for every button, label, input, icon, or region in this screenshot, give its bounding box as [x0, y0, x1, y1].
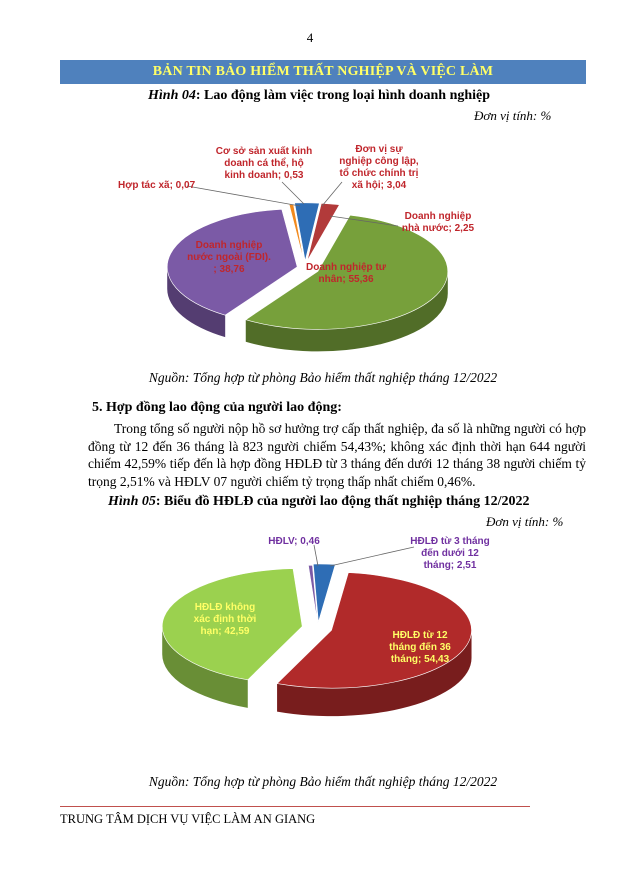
page-number: 4 [306, 30, 314, 45]
figure-5-source: Nguồn: Tổng hợp từ phòng Bảo hiểm thất nghiệp tháng 12/2022 [148, 774, 498, 789]
label-term-contract: HĐLĐ từ 12 tháng đến 36 tháng; 54,43 [389, 630, 451, 665]
figure-4-unit: Đơn vị tính: % [474, 108, 552, 123]
label-short-contract: HĐLĐ từ 3 tháng đến dưới 12 tháng; 2,51 [410, 536, 490, 571]
label-cooperative: Hợp tác xã; 0,07 [118, 180, 196, 191]
figure-5-prefix: Hình 05 [108, 494, 156, 509]
figure-4-source: Nguồn: Tổng hợp từ phòng Bảo hiểm thất nghiệp tháng 12/2022 [148, 370, 498, 385]
label-state: Doanh nghiệp nhà nước; 2,25 [401, 211, 475, 234]
bulletin-banner: BẢN TIN BẢO HIỂM THẤT NGHIỆP VÀ VIỆC LÀM [60, 60, 586, 84]
figure-4-title-text: : Lao động làm việc trong loại hình doanh nghiệp [195, 88, 491, 103]
leader-line-household [282, 182, 304, 204]
label-public: Đơn vị sự nghiệp công lập, tổ chức chính trị xã hội; 3,04 [339, 144, 419, 191]
footer-divider [60, 806, 530, 807]
label-private: Doanh nghiệp tư nhân; 55,36 [306, 262, 387, 285]
label-hdlv: HĐLV; 0,46 [268, 536, 320, 547]
leader-line-short [330, 547, 414, 566]
figure-5-unit: Đơn vị tính: % [486, 514, 564, 529]
label-indefinite-contract: HĐLĐ không xác định thời hạn; 42,59 [193, 602, 257, 637]
figure-5-title [108, 494, 529, 510]
leader-line-hdlv [314, 545, 318, 566]
section-5-heading: 5. Hợp đồng lao động của người lao động: [92, 400, 342, 415]
section-5-paragraph: Trong tổng số người nộp hồ sơ hưởng trợ cấp thất nghiệp, đa số là những người có hợp đồng từ 12 đến 36 tháng là 823 người chiếm 54,43%; không xác định thời hạn 644 người chiếm 42,59% tiếp đến là hợp đồng HĐLĐ từ 3 tháng đến dưới 12 tháng 38 người chiếm tỷ trọng 2,51% và HĐLV 07 người chiếm tỷ trọng thấp nhất chiếm 0,46%. [88, 421, 586, 489]
figure-5-title-text: : Biểu đồ HĐLĐ của người lao động thất nghiệp tháng 12/2022 [155, 494, 530, 509]
footer-org: TRUNG TÂM DỊCH VỤ VIỆC LÀM AN GIANG [60, 812, 316, 826]
label-household: Cơ sở sản xuất kinh doanh cá thể, hộ kinh doanh; 0,53 [215, 146, 313, 181]
figure-4-prefix: Hình 04 [148, 88, 196, 103]
label-fdi: Doanh nghiệp nước ngoài (FDI). ; 38,76 [187, 240, 271, 275]
